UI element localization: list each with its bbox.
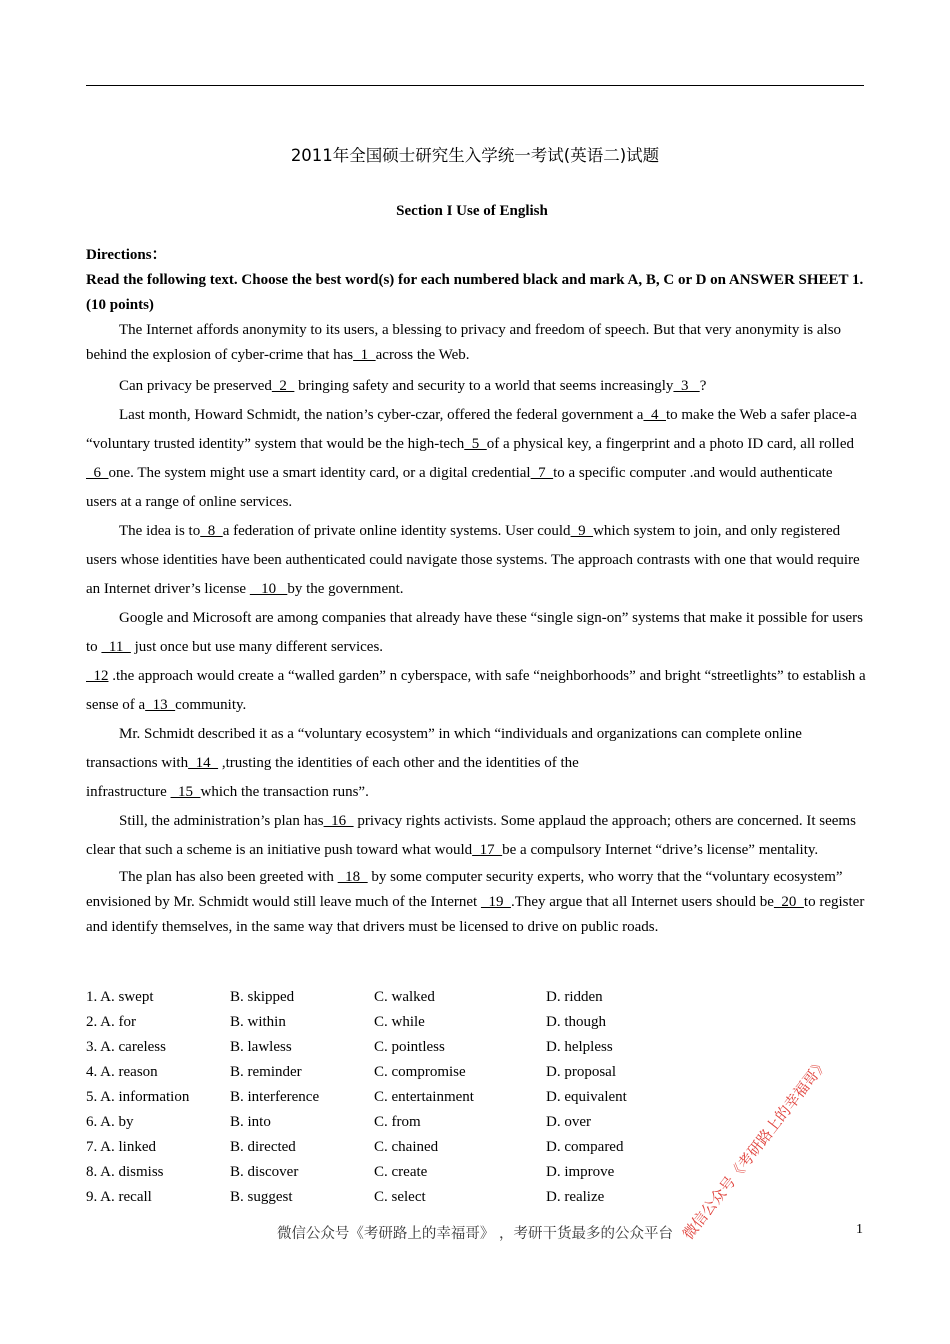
- option-d: D. improve: [546, 1164, 615, 1180]
- text: .They argue that all Internet users should be: [510, 894, 774, 910]
- text: to a specific computer .and would authenticate users at a range of online services.: [86, 465, 833, 510]
- paragraph-3: [86, 401, 866, 517]
- text: which the transaction runs”.: [200, 784, 369, 800]
- text: ,trusting the identities of each other and the identities of the: [218, 755, 579, 771]
- blank-2: 2: [271, 378, 295, 394]
- directions: [86, 243, 866, 318]
- text: privacy rights activists. Some applaud the approach; others are concerned. It seems clear that such a scheme is an initiative push toward what would: [86, 813, 856, 858]
- option-d: D. over: [546, 1114, 591, 1130]
- blank-9: 9: [570, 523, 594, 539]
- blank-12: 12: [86, 668, 109, 684]
- option-d: D. helpless: [546, 1039, 613, 1055]
- text: Google and Microsoft are among companies that already have these “single sign-on” systems that make it possible for users to: [86, 610, 863, 655]
- text: community.: [175, 697, 247, 713]
- paragraph-1: [86, 318, 866, 368]
- option-b: B. into: [230, 1114, 271, 1130]
- option-b: B. reminder: [230, 1064, 302, 1080]
- option-a: 5. A. information: [86, 1089, 190, 1105]
- option-c: C. compromise: [374, 1064, 466, 1080]
- exam-title: 2011年全国硕士研究生入学统一考试(英语二)试题: [290, 146, 660, 165]
- option-c: C. walked: [374, 989, 435, 1005]
- text: of a physical key, a fingerprint and a photo ID card, all rolled: [486, 436, 854, 452]
- option-a: 3. A. careless: [86, 1039, 166, 1055]
- text: a federation of private online identity systems. User could: [222, 523, 571, 539]
- blank-1: 1: [353, 347, 376, 363]
- option-c: C. select: [374, 1189, 426, 1205]
- text: to register and identify themselves, in the same way that drivers must be licensed to drive on public roads.: [86, 894, 865, 935]
- blank-4: 4: [643, 407, 666, 423]
- blank-6: 6: [86, 465, 109, 481]
- option-c: C. while: [374, 1014, 425, 1030]
- page-number: 1: [856, 1222, 863, 1237]
- option-b: B. directed: [230, 1139, 296, 1155]
- blank-11: 11: [101, 639, 131, 655]
- blank-17: 17: [472, 842, 503, 858]
- footer-text: 微信公众号《考研路上的幸福哥》 ，考研干货最多的公众平台: [276, 1226, 674, 1242]
- passage: [86, 318, 866, 940]
- option-row-1: [86, 985, 866, 1010]
- option-b: B. suggest: [230, 1189, 293, 1205]
- header-rule: [86, 85, 864, 86]
- blank-15: 15: [170, 784, 201, 800]
- text: be a compulsory Internet “drive’s license” mentality.: [502, 842, 819, 858]
- text: infrastructure: [86, 784, 171, 800]
- paragraph-8: [86, 807, 866, 865]
- option-row-2: [86, 1010, 866, 1035]
- option-d: D. compared: [546, 1139, 624, 1155]
- option-d: D. though: [546, 1014, 606, 1030]
- option-d: D. realize: [546, 1189, 605, 1205]
- option-c: C. entertainment: [374, 1089, 474, 1105]
- text: to make the Web a safer place-a “voluntary trusted identity” system that would be the high-tech: [86, 407, 857, 452]
- text: Mr. Schmidt described it as a “voluntary ecosystem” in which “individuals and organizations can complete online transactions with: [86, 726, 802, 771]
- blank-14: 14: [188, 755, 219, 771]
- text: Can privacy be preserved: [119, 378, 272, 394]
- option-a: 9. A. recall: [86, 1189, 152, 1205]
- option-a: 1. A. swept: [86, 989, 154, 1005]
- section-heading: Section I Use of English: [396, 203, 548, 219]
- paragraph-4: [86, 517, 866, 604]
- option-b: B. within: [230, 1014, 286, 1030]
- blank-18: 18: [337, 869, 368, 885]
- paragraph-5: [86, 604, 866, 662]
- option-a: 6. A. by: [86, 1114, 134, 1130]
- blank-8: 8: [200, 523, 223, 539]
- option-row-4: [86, 1060, 866, 1085]
- option-c: C. create: [374, 1164, 428, 1180]
- option-d: D. equivalent: [546, 1089, 627, 1105]
- blank-3: 3: [673, 378, 700, 394]
- text: The plan has also been greeted with: [119, 869, 338, 885]
- blank-19: 19: [480, 894, 511, 910]
- option-c: C. pointless: [374, 1039, 445, 1055]
- blank-7: 7: [530, 465, 554, 481]
- paragraph-7: [86, 720, 866, 778]
- option-c: C. chained: [374, 1139, 439, 1155]
- text: The Internet affords anonymity to its users, a blessing to privacy and freedom of speech. But that very anonymity is also behind the explosion of cyber-crime that has: [86, 322, 842, 363]
- text: by the government.: [287, 581, 404, 597]
- blank-13: 13: [145, 697, 176, 713]
- option-row-3: [86, 1035, 866, 1060]
- blank-10: 10: [249, 581, 288, 597]
- text: .the approach would create a “walled garden” n cyberspace, with safe “neighborhoods” and bright “streetlights” to establish a sense of a: [86, 668, 866, 713]
- text: which system to join, and only registered users whose identities have been authenticated could navigate those systems. The approach contrasts with one that would require an Internet driver’s license: [86, 523, 860, 597]
- text: Last month, Howard Schmidt, the nation’s cyber-czar, offered the federal government a: [119, 407, 644, 423]
- option-b: B. interference: [230, 1089, 320, 1105]
- text: ?: [699, 378, 707, 394]
- text: Still, the administration’s plan has: [119, 813, 324, 829]
- paragraph-6: [86, 662, 866, 720]
- text: just once but use many different services.: [130, 639, 384, 655]
- paragraph-2: [86, 372, 866, 401]
- watermark: 微信公众号《考研路上的幸福哥》: [679, 1054, 832, 1244]
- text: The idea is to: [119, 523, 201, 539]
- directions-label: Directions：: [86, 247, 167, 263]
- option-d: D. proposal: [546, 1064, 616, 1080]
- option-a: 7. A. linked: [86, 1139, 156, 1155]
- option-row-6: [86, 1110, 866, 1135]
- blank-16: 16: [323, 813, 354, 829]
- option-a: 4. A. reason: [86, 1064, 158, 1080]
- text: one. The system might use a smart identity card, or a digital credential: [108, 465, 531, 481]
- blank-5: 5: [464, 436, 487, 452]
- blank-20: 20: [773, 894, 804, 910]
- directions-text: Read the following text. Choose the best word(s) for each numbered black and mark A, B, C or D on ANSWER SHEET 1. (10 points): [86, 272, 864, 313]
- text: across the Web.: [375, 347, 470, 363]
- option-b: B. lawless: [230, 1039, 292, 1055]
- paragraph-9: [86, 865, 866, 940]
- option-b: B. discover: [230, 1164, 299, 1180]
- paragraph-7-cont: [86, 778, 866, 807]
- option-a: 2. A. for: [86, 1014, 136, 1030]
- option-row-9: [86, 1185, 866, 1210]
- option-c: C. from: [374, 1114, 421, 1130]
- option-row-5: [86, 1085, 866, 1110]
- text: by some computer security experts, who worry that the “voluntary ecosystem” envisioned by Mr. Schmidt would still leave much of the Internet: [86, 869, 843, 910]
- text: bringing safety and security to a world that seems increasingly: [294, 378, 674, 394]
- option-b: B. skipped: [230, 989, 295, 1005]
- option-d: D. ridden: [546, 989, 603, 1005]
- option-a: 8. A. dismiss: [86, 1164, 164, 1180]
